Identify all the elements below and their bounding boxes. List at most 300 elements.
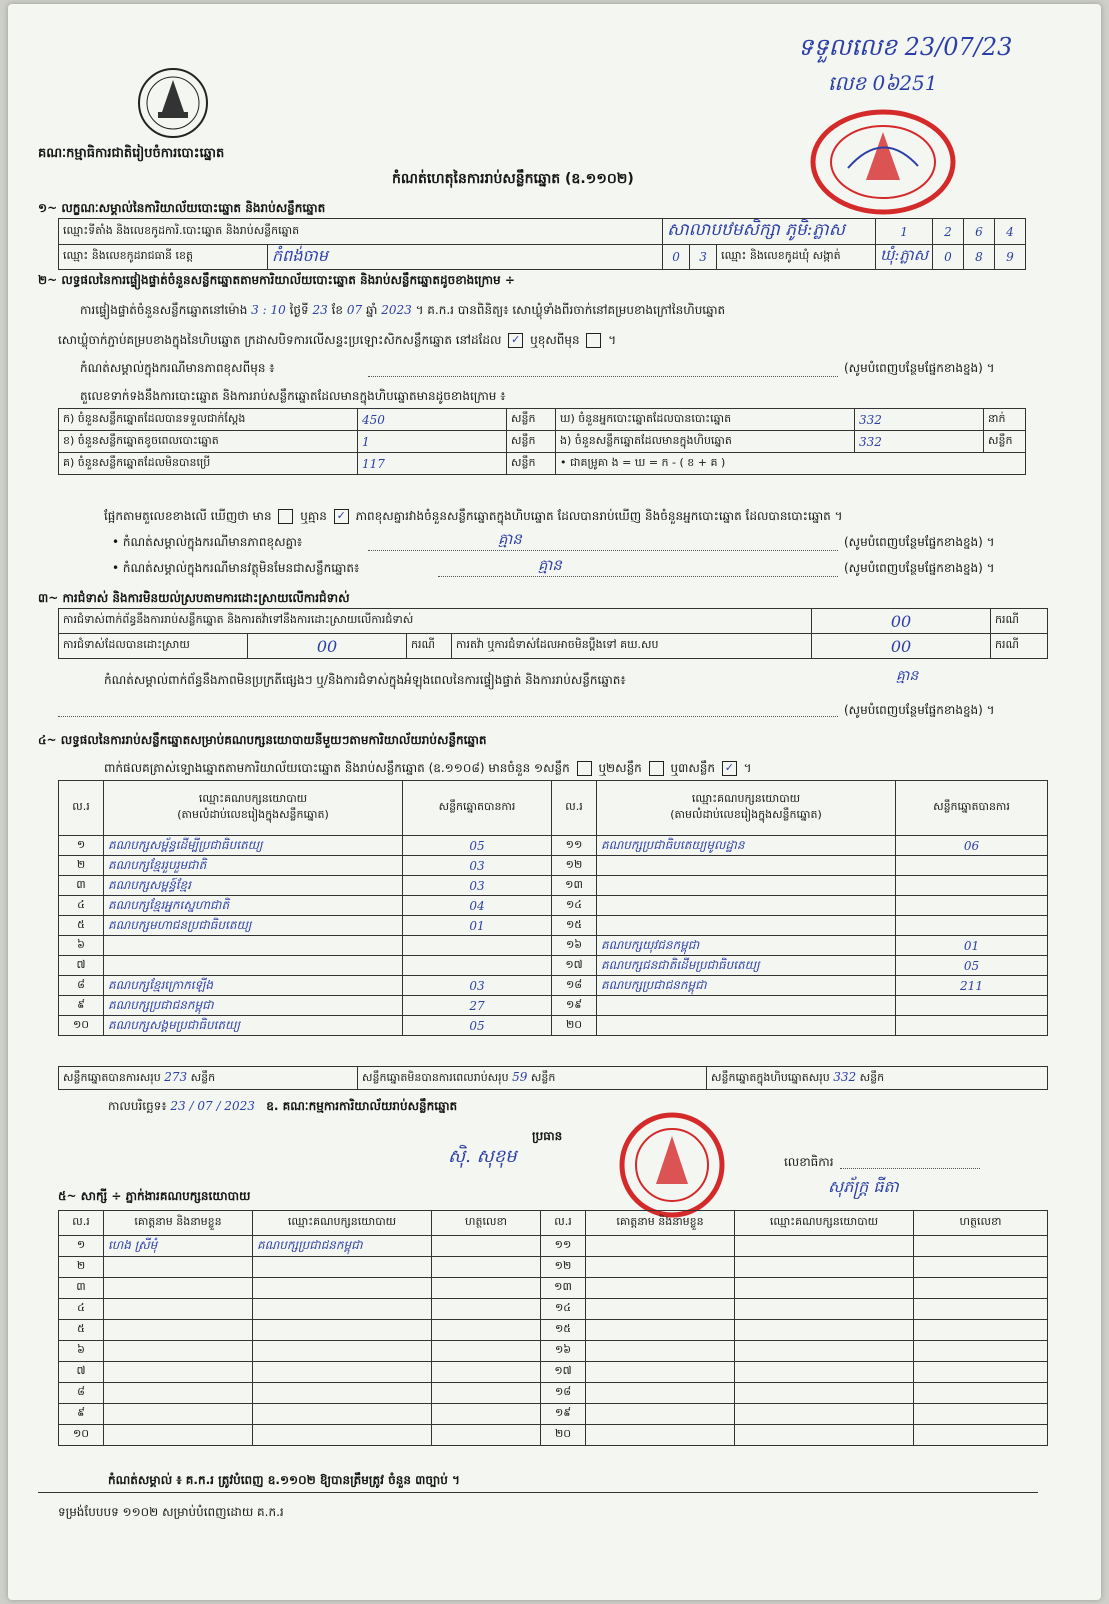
chair-label: ប្រធាន — [532, 1129, 563, 1143]
note-dots — [438, 576, 838, 577]
s4-intro-text: ពាក់ផលគត្រាស់ទ្បោងឆ្នោតតាមការិយាល័យបោះឆ្នោត និងរាប់សន្លឹកឆ្នោត (ឧ.១១០៨) មានចំនួន ១សន្លឹក — [104, 761, 570, 775]
col-votes: សន្លឹកឆ្នោតបានការ — [896, 781, 1048, 836]
witness-name — [586, 1341, 735, 1362]
party-name: គណបក្សប្រជាជនកម្ពុជា — [597, 976, 896, 996]
col-sign: ហត្ថលេខា — [432, 1211, 541, 1236]
witness-name — [104, 1341, 253, 1362]
count-ya-label: ឃ) ចំនួនអ្នកបោះឆ្នោតដែលបានបោះឆ្នោត — [556, 409, 855, 431]
witness-name — [586, 1425, 735, 1446]
witness-signature — [914, 1257, 1048, 1278]
row-no: ១០ — [59, 1016, 104, 1036]
witness-name: ហេង ស្រីមុំ — [104, 1236, 253, 1257]
witness-party — [735, 1278, 914, 1299]
witness-signature — [914, 1278, 1048, 1299]
witness-party — [253, 1299, 432, 1320]
result-row — [59, 896, 1048, 916]
s2-note1: • កំណត់សម្គាល់ក្នុងករណីមានភាពខុសគ្នា៖ — [112, 535, 303, 549]
form-title: កំណត់ហេតុនៃការរាប់សន្លឹកឆ្នោត (ឧ.១១០២) — [392, 171, 634, 187]
row-no: ៨ — [59, 1383, 104, 1404]
result-row — [59, 976, 1048, 996]
row-no: ១៣ — [552, 876, 597, 896]
formula: • ជាគម្រូគា ង = ឃ = ក - ( ខ + គ ) — [556, 453, 1026, 475]
witness-name — [104, 1362, 253, 1383]
s4-intro-b: ឬ២សន្លឹក — [598, 761, 642, 775]
s2-line5-c: ភាពខុសគ្នារវាងចំនួនសន្លឹកឆ្នោតក្នុងហិបឆ្នោត ដែលបានរាប់ឃើញ និងចំនួនអ្នកបោះឆ្នោត ដែលបានបោះឆ្នោត ។ — [355, 509, 843, 523]
signature-dots — [840, 1168, 980, 1169]
s2-note1-value: គ្មាន — [498, 530, 522, 548]
party-votes: 01 — [403, 916, 552, 936]
code-digit: 3 — [690, 245, 717, 270]
witness-party — [253, 1404, 432, 1425]
code-digit: 2 — [933, 219, 964, 245]
code-digit: 1 — [876, 219, 933, 245]
total-valid — [59, 1067, 358, 1090]
witness-row — [59, 1320, 1048, 1341]
row-no: ៧ — [59, 956, 104, 976]
witness-name — [104, 1299, 253, 1320]
row-no: ៣ — [59, 876, 104, 896]
witness-name — [586, 1236, 735, 1257]
witness-name — [104, 1404, 253, 1425]
code-digit: 6 — [964, 219, 995, 245]
one-sheet-checkbox[interactable] — [577, 761, 592, 776]
note-dots — [368, 376, 838, 377]
s2-heading: ២~ លទ្ធផលនៃការផ្ទៀងផ្ទាត់ចំនួនសន្លឹកឆ្នោតតាមការិយាល័យបោះឆ្នោត និងរាប់សន្លឹកឆ្នោតដូចខាងក្រោម ÷ — [38, 273, 515, 287]
party-name — [104, 956, 403, 976]
row-no: ១៨ — [552, 976, 597, 996]
witness-party — [735, 1404, 914, 1425]
row-no: ១៣ — [541, 1278, 586, 1299]
unit-sheet: សន្លឹក — [507, 409, 556, 431]
count-ka-label: ក) ចំនួនសន្លឹកឆ្នោតដែលបានទទួលជាក់ស្តែង — [59, 409, 358, 431]
witness-party — [735, 1320, 914, 1341]
col-name: គោត្តនាម និងនាមខ្លួន — [586, 1211, 735, 1236]
row-no: ២០ — [552, 1016, 597, 1036]
witness-row — [59, 1362, 1048, 1383]
s3-r1-label: ការជំទាស់ពាក់ព័ន្ធនឹងការរាប់សន្លឹកឆ្នោត និងការតវ៉ាទៅនឹងការដោះស្រាយលើការជំទាស់ — [59, 609, 812, 634]
row-no: ៤ — [59, 1299, 104, 1320]
date-line — [108, 1098, 457, 1116]
witness-name — [104, 1257, 253, 1278]
party-votes: 05 — [403, 836, 552, 856]
count-ya-value: 332 — [855, 409, 984, 431]
witness-party — [735, 1299, 914, 1320]
row-no: ៤ — [59, 896, 104, 916]
witness-name — [586, 1257, 735, 1278]
row-no: ១២ — [552, 856, 597, 876]
party-votes — [896, 996, 1048, 1016]
row-no: ៦ — [59, 936, 104, 956]
party-name: គណបក្សខ្មែរអ្នកស្នេហាជាតិ — [104, 896, 403, 916]
row-no: ១០ — [59, 1425, 104, 1446]
party-votes: 27 — [403, 996, 552, 1016]
witness-signature — [914, 1320, 1048, 1341]
s1-row1-label: ឈ្មោះទីតាំង និងលេខកូដការិ.បោះឆ្នោត និងរាប់សន្លឹកឆ្នោត — [59, 219, 663, 245]
unit-sheet: សន្លឹក — [859, 1070, 885, 1084]
witness-signature — [432, 1425, 541, 1446]
row-no: ២០ — [541, 1425, 586, 1446]
count-kha-value: 1 — [358, 431, 507, 453]
fill-hint: (សូមបំពេញបន្ថែមផ្នែកខាងខ្នង) ។ — [844, 361, 995, 375]
row-no: ១៩ — [541, 1404, 586, 1425]
row-no: ៨ — [59, 976, 104, 996]
party-votes: 05 — [403, 1016, 552, 1036]
s2-line1-d: ឆ្នាំ — [365, 303, 378, 317]
result-row — [59, 876, 1048, 896]
row-no: ១៤ — [541, 1299, 586, 1320]
s3-note: កំណត់សម្គាល់ពាក់ព័ន្ធនឹងភាពមិនប្រក្រតីផ្សេងៗ ឬ/និងការជំទាស់ក្នុងអំឡុងពេលនៃការផ្ទៀងផ្ទាត់ និងការរាប់សន្លឹកឆ្នោត៖ — [104, 673, 626, 687]
s1-row2-label: ឈ្មោះ និងលេខកូដរាជធានី ខេត្ត — [59, 245, 268, 270]
party-name — [597, 856, 896, 876]
count-ko-value: 117 — [358, 453, 507, 475]
footer-note: កំណត់សម្គាល់ ៖ គ.ក.រ ត្រូវបំពេញ ឧ.១១០២ ឱ្យបានត្រឹមត្រូវ ចំនួន ៣ច្បាប់ ។ — [108, 1473, 460, 1487]
org-name: គណៈកម្មាធិការជាតិរៀបចំការបោះឆ្នោត — [38, 146, 225, 161]
s2-line1-b: ថ្ងៃទី — [289, 303, 309, 317]
party-votes: 06 — [896, 836, 1048, 856]
col-party-title: ឈ្មោះគណបក្សនយោបាយ — [691, 792, 801, 805]
row-no: ២ — [59, 856, 104, 876]
col-no: ល.រ — [59, 1211, 104, 1236]
row-no: ២ — [59, 1257, 104, 1278]
total-valid-label: សន្លឹកឆ្នោតបានការសរុប — [63, 1070, 161, 1084]
party-name: គណបក្សមហាជនប្រជាធិបតេយ្យ — [104, 916, 403, 936]
unit-sheet: សន្លឹក — [507, 431, 556, 453]
note-dots — [368, 550, 838, 551]
col-party-sub: (តាមលំដាប់លេខរៀងក្នុងសន្លឹកឆ្នោត) — [177, 808, 329, 821]
witness-party — [735, 1383, 914, 1404]
two-sheet-checkbox[interactable] — [649, 761, 664, 776]
total-ballots — [707, 1067, 1048, 1090]
row-no: ១៥ — [552, 916, 597, 936]
unit-sheet: សន្លឹក — [530, 1070, 556, 1084]
party-name — [597, 1016, 896, 1036]
diff-yes-checkbox[interactable] — [278, 509, 293, 524]
footer-form: ទម្រង់បែបបទ ១១០២ សម្រាប់បំពេញដោយ គ.ក.រ — [58, 1505, 284, 1519]
row-no: ១១ — [541, 1236, 586, 1257]
count-month: 07 — [346, 303, 363, 317]
row-no: ១៧ — [552, 956, 597, 976]
witness-name — [586, 1362, 735, 1383]
witness-signature — [914, 1299, 1048, 1320]
row-no: ៣ — [59, 1278, 104, 1299]
s5-heading: ៥~ សាក្សី ÷ ភ្នាក់ងារគណបក្សនយោបាយ — [58, 1189, 251, 1203]
unit-case: ករណី — [991, 609, 1048, 634]
total-invalid-label: សន្លឹកឆ្នោតមិនបានការពេលរាប់សរុប — [362, 1070, 509, 1084]
witness-name — [586, 1383, 735, 1404]
witness-party — [253, 1425, 432, 1446]
col-party: ឈ្មោះគណបក្សនយោបាយ — [735, 1211, 914, 1236]
party-votes: 03 — [403, 856, 552, 876]
official-stamp-icon — [808, 108, 958, 216]
witness-party — [253, 1320, 432, 1341]
result-row — [59, 936, 1048, 956]
witness-signature — [432, 1341, 541, 1362]
party-votes — [896, 876, 1048, 896]
witness-signature — [432, 1257, 541, 1278]
party-name: គណបក្សប្រជាធិបតេយ្យមូលដ្ឋាន — [597, 836, 896, 856]
secretary-label: លេខាធិការ — [784, 1155, 834, 1169]
s2-note2-value: គ្មាន — [538, 556, 562, 574]
s3-note-value: គ្មាន — [896, 668, 919, 684]
witness-party — [253, 1383, 432, 1404]
s2-line5 — [104, 508, 843, 526]
witness-name — [586, 1404, 735, 1425]
col-party-sub: (តាមលំដាប់លេខរៀងក្នុងសន្លឹកឆ្នោត) — [670, 808, 822, 821]
witness-party — [253, 1278, 432, 1299]
total-invalid-value: 59 — [512, 1069, 528, 1084]
note-dots — [58, 716, 838, 717]
witness-signature — [432, 1383, 541, 1404]
col-sign: ហត្ថលេខា — [914, 1211, 1048, 1236]
witness-signature — [914, 1425, 1048, 1446]
s4-heading: ៤~ លទ្ធផលនៃការរាប់សន្លឹកឆ្នោតសម្រាប់គណបក្សនយោបាយនីមួយៗតាមការិយាល័យរាប់សន្លឹកឆ្នោត — [38, 733, 487, 747]
s1-heading: ១~ លក្ខណៈសម្គាល់នៃការិយាល័យបោះឆ្នោត និងរាប់សន្លឹកឆ្នោត — [38, 201, 326, 215]
party-name: គណបក្សសម្ព័ន្ធដើម្បីប្រជាធិបតេយ្យ — [104, 836, 403, 856]
s1-row2-value: កំពង់ចាម — [268, 245, 663, 270]
witness-signature — [432, 1404, 541, 1425]
witness-signature — [914, 1236, 1048, 1257]
s2-line1-e: ។ គ.ក.រ បានពិនិត្យ៖ សោឃ្លុំទាំងពីរចាក់នៅគម្របខាងក្រៅនៃហិបឆ្នោត — [415, 303, 726, 317]
result-row — [59, 996, 1048, 1016]
party-name — [597, 916, 896, 936]
diff-no-checkbox[interactable]: ✓ — [334, 509, 349, 524]
row-no: ១ — [59, 1236, 104, 1257]
witness-name — [586, 1278, 735, 1299]
party-name: គណបក្សសម្ពន្ធ៍ខ្មែរ — [104, 876, 403, 896]
row-no: ១១ — [552, 836, 597, 856]
party-votes: 01 — [896, 936, 1048, 956]
count-kha-label: ខ) ចំនួនសន្លឹកឆ្នោតខូចពេលបោះឆ្នោត — [59, 431, 358, 453]
footer-divider — [38, 1492, 1038, 1493]
party-votes — [896, 916, 1048, 936]
party-votes: 211 — [896, 976, 1048, 996]
party-votes: 05 — [896, 956, 1048, 976]
party-votes: 03 — [403, 976, 552, 996]
s2-line2: សោឃ្លុំចាក់ភ្ជាប់គម្របខាងក្នុងនៃហិបឆ្នោត ក្រដាសបិទការលើសន្ទះប្រឡោះសិកសន្លឹកឆ្នោត នៅដដែល ✓ ឬខុសពីមុន ។ — [58, 333, 617, 347]
witness-row — [59, 1341, 1048, 1362]
s3-heading: ៣~ ការជំទាស់ និងការមិនយល់ស្របតាមការដោះស្រាយលើការជំទាស់ — [38, 591, 350, 605]
witness-signature — [914, 1383, 1048, 1404]
code-digit: 0 — [663, 245, 690, 270]
unchanged-checkbox[interactable]: ✓ — [508, 333, 523, 348]
witness-table — [58, 1210, 1048, 1446]
witness-signature — [432, 1278, 541, 1299]
count-nga-value: 332 — [855, 431, 984, 453]
col-party — [104, 781, 403, 836]
s3-r1-value: 00 — [812, 609, 991, 634]
row-no: ១៦ — [541, 1341, 586, 1362]
witness-row — [59, 1236, 1048, 1257]
witness-signature — [432, 1236, 541, 1257]
party-votes — [896, 856, 1048, 876]
row-no: ១ — [59, 836, 104, 856]
col-no: ល.រ — [541, 1211, 586, 1236]
row-no: ៩ — [59, 996, 104, 1016]
total-ballots-value: 332 — [833, 1069, 857, 1084]
witness-row — [59, 1383, 1048, 1404]
s3-r2-label: ការជំទាស់ដែលបានដោះស្រាយ — [59, 634, 248, 659]
s2-line1-a: ការផ្ទៀងផ្ទាត់ចំនួនសន្លឹកឆ្នោតនៅម៉ោង — [80, 303, 248, 317]
col-name: គោត្តនាម និងនាមខ្លួន — [104, 1211, 253, 1236]
s1-row1-value: សាលាបឋមសិក្សា ភូមិ:ភ្លាស — [663, 219, 876, 245]
unit-sheet: សន្លឹក — [190, 1070, 216, 1084]
fill-hint: (សូមបំពេញបន្ថែមផ្នែកខាងខ្នង) ។ — [844, 561, 995, 575]
code-digit: 8 — [964, 245, 995, 270]
party-name: គណបក្សប្រជាជនកម្ពុជា — [104, 996, 403, 1016]
s2-line2-text: សោឃ្លុំចាក់ភ្ជាប់គម្របខាងក្នុងនៃហិបឆ្នោត ក្រដាសបិទការលើសន្ទះប្រឡោះសិកសន្លឹកឆ្នោត នៅដដែល — [58, 333, 502, 347]
witness-row — [59, 1278, 1048, 1299]
s3-r2-value2: 00 — [812, 634, 991, 659]
result-row — [59, 916, 1048, 936]
result-row — [59, 956, 1048, 976]
col-party — [597, 781, 896, 836]
s4-intro-c: ឬ៣សន្លឹក — [670, 761, 715, 775]
committee-stamp-icon — [606, 1110, 738, 1220]
count-day: 23 — [312, 303, 328, 317]
received-note: ទទួលលេខ 23/07/23 — [798, 33, 1013, 61]
fill-hint: (សូមបំពេញបន្ថែមផ្នែកខាងខ្នង) ។ — [844, 535, 995, 549]
witness-name — [586, 1299, 735, 1320]
date-label: កាលបរិច្ឆេទ៖ — [108, 1099, 167, 1113]
witness-name — [104, 1383, 253, 1404]
unit-sheet: សន្លឹក — [507, 453, 556, 475]
s2-line5-b: ឬគ្មាន — [300, 509, 327, 523]
col-party: ឈ្មោះគណបក្សនយោបាយ — [253, 1211, 432, 1236]
witness-signature — [914, 1341, 1048, 1362]
count-ko-label: គ) ចំនួនសន្លឹកឆ្នោតដែលមិនបានប្រើ — [59, 453, 358, 475]
row-no: ១៦ — [552, 936, 597, 956]
s1-row2-label2: ឈ្មោះ និងលេខកូដឃុំ សង្កាត់ — [717, 245, 876, 270]
col-no: ល.រ — [552, 781, 597, 836]
total-valid-value: 273 — [164, 1069, 188, 1084]
count-time: 3 : 10 — [251, 303, 286, 317]
row-no: ៦ — [59, 1341, 104, 1362]
nec-logo-icon — [134, 64, 212, 142]
total-invalid — [358, 1067, 707, 1090]
total-ballots-label: សន្លឹកឆ្នោតក្នុងហិបឆ្នោតសរុប — [711, 1070, 830, 1084]
witness-party — [735, 1257, 914, 1278]
code-digit: 4 — [995, 219, 1026, 245]
totals-table — [58, 1066, 1048, 1090]
row-no: ១៨ — [541, 1383, 586, 1404]
count-nga-label: ង) ចំនួនសន្លឹកឆ្នោតដែលមានក្នុងហិបឆ្នោត — [556, 431, 855, 453]
row-no: ១២ — [541, 1257, 586, 1278]
unit-sheet: សន្លឹក — [984, 431, 1026, 453]
code-digit: 0 — [933, 245, 964, 270]
s3-r2-label2: ការតវ៉ា ឬការជំទាស់ដែលអាចមិនប្តឹងទៅ គឃ.សប — [452, 634, 812, 659]
result-row — [59, 856, 1048, 876]
three-sheet-checkbox[interactable]: ✓ — [722, 761, 737, 776]
s2-line1 — [80, 302, 725, 320]
chair-signature: ស៊ិ. សុខុម — [448, 1146, 517, 1167]
witness-signature — [914, 1362, 1048, 1383]
witness-name — [586, 1320, 735, 1341]
s2-note2: • កំណត់សម្គាល់ក្នុងករណីមានវត្ថុមិនមែនជាសន្លឹកឆ្នោត៖ — [112, 561, 360, 575]
row-no: ១៤ — [552, 896, 597, 916]
row-no: ១៧ — [541, 1362, 586, 1383]
s2-line4: តួលេខទាក់ទងនឹងការបោះឆ្នោត និងការរាប់សន្លឹកឆ្នោតដែលមានក្នុងហិបឆ្នោតមានដូចខាងក្រោម ៖ — [80, 389, 506, 403]
s3-r2-value: 00 — [248, 634, 407, 659]
party-name: គណបក្សយុវជនកម្ពុជា — [597, 936, 896, 956]
date-value: 23 / 07 / 2023 — [170, 1099, 255, 1113]
received-no: លេខ 0៦251 — [828, 71, 938, 95]
witness-party — [253, 1341, 432, 1362]
witness-party — [735, 1425, 914, 1446]
witness-party — [253, 1257, 432, 1278]
s2-line3: កំណត់សម្គាល់ក្នុងករណីមានភាពខុសពីមុន ៖ — [80, 361, 275, 375]
party-name — [597, 996, 896, 1016]
count-ka-value: 450 — [358, 409, 507, 431]
row-no: ៩ — [59, 1404, 104, 1425]
witness-signature — [432, 1320, 541, 1341]
row-no: ៥ — [59, 916, 104, 936]
witness-name — [104, 1425, 253, 1446]
party-votes — [403, 956, 552, 976]
s2-line5-a: ផ្អែកតាមតួលេខខាងលើ ឃើញថា មាន — [104, 509, 272, 523]
party-name — [597, 876, 896, 896]
witness-party — [253, 1362, 432, 1383]
party-votes: 04 — [403, 896, 552, 916]
s2-line1-c: ខែ — [331, 303, 343, 317]
changed-checkbox[interactable] — [586, 333, 601, 348]
s4-intro: ពាក់ផលគត្រាស់ទ្បោងឆ្នោតតាមការិយាល័យបោះឆ្នោត និងរាប់សន្លឹកឆ្នោត (ឧ.១១០៨) មានចំនួន ១សន្លឹក ឬ២សន្លឹក ឬ៣សន្លឹក ✓ ។ — [104, 761, 752, 775]
witness-row — [59, 1425, 1048, 1446]
witness-signature — [432, 1362, 541, 1383]
committee-label: ឧ. គណៈកម្មការការិយាល័យរាប់សន្លឹកឆ្នោត — [266, 1099, 458, 1113]
party-votes — [403, 936, 552, 956]
row-no: ៧ — [59, 1362, 104, 1383]
code-digit: 9 — [995, 245, 1026, 270]
party-votes: 03 — [403, 876, 552, 896]
col-votes: សន្លឹកឆ្នោតបានការ — [403, 781, 552, 836]
party-name: គណបក្សជនជាតិដើមប្រជាធិបតេយ្យ — [597, 956, 896, 976]
col-no: ល.រ — [59, 781, 104, 836]
col-party-title: ឈ្មោះគណបក្សនយោបាយ — [198, 792, 308, 805]
s1-table — [58, 218, 1026, 270]
witness-party — [735, 1341, 914, 1362]
witness-row — [59, 1299, 1048, 1320]
witness-signature — [914, 1404, 1048, 1425]
party-name: គណបក្សខ្មែររួបរួមជាតិ — [104, 856, 403, 876]
unit-case: ករណី — [991, 634, 1048, 659]
form-sheet — [8, 4, 1101, 1600]
party-name — [597, 896, 896, 916]
s1-row2-value2: ឃុំ:ភ្លាស — [876, 245, 933, 270]
objections-table — [58, 608, 1048, 659]
witness-party — [735, 1362, 914, 1383]
count-year: 2023 — [381, 303, 412, 317]
witness-name — [104, 1278, 253, 1299]
witness-signature — [432, 1299, 541, 1320]
row-no: ១៥ — [541, 1320, 586, 1341]
witness-party: គណបក្សប្រជាជនកម្ពុជា — [253, 1236, 432, 1257]
results-table — [58, 780, 1048, 1036]
party-name: គណបក្សសង្គមប្រជាធិបតេយ្យ — [104, 1016, 403, 1036]
secretary-signature: សុភ័ក្ត្រ ធីតា — [828, 1177, 899, 1196]
unit-case: ករណី — [407, 634, 452, 659]
party-name — [104, 936, 403, 956]
party-votes — [896, 896, 1048, 916]
witness-row — [59, 1257, 1048, 1278]
unit-person: នាក់ — [984, 409, 1026, 431]
witness-name — [104, 1320, 253, 1341]
party-votes — [896, 1016, 1048, 1036]
party-name: គណបក្សខ្មែរក្រោកឡើង — [104, 976, 403, 996]
row-no: ១៩ — [552, 996, 597, 1016]
witness-row — [59, 1404, 1048, 1425]
result-row — [59, 1016, 1048, 1036]
s2-line2-b: ឬខុសពីមុន — [530, 333, 580, 347]
